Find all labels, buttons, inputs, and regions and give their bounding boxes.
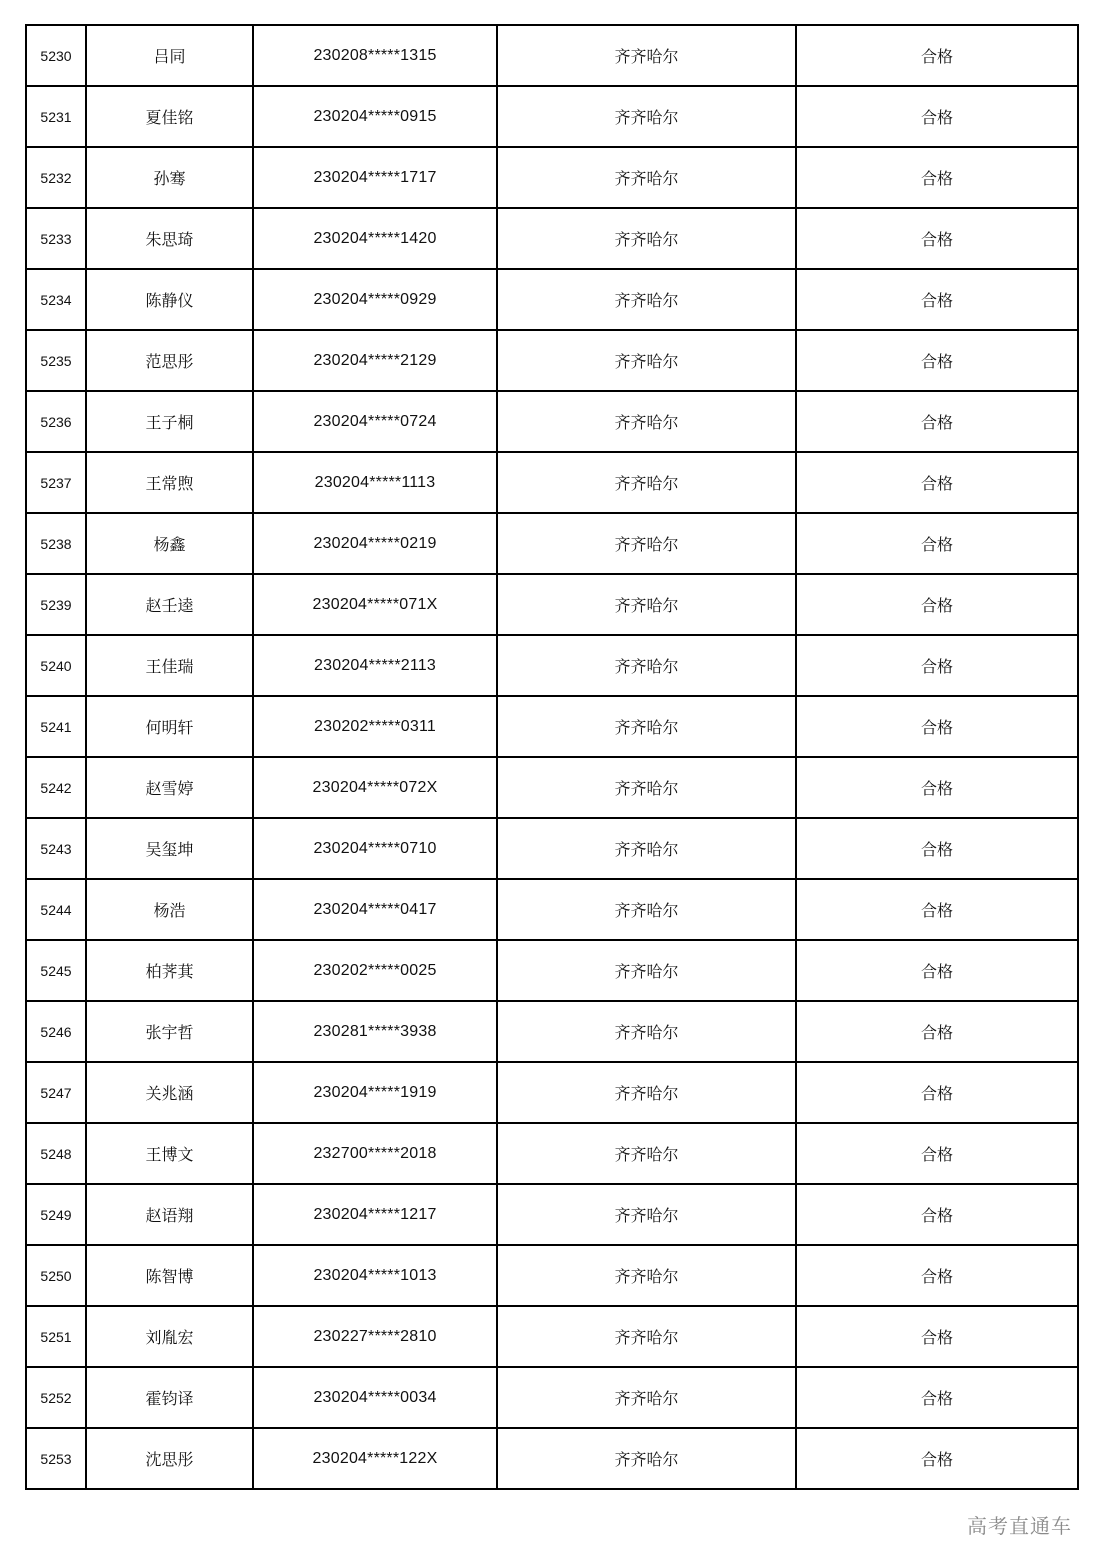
id-number-cell: 230204*****1420	[253, 208, 497, 269]
table-row	[26, 208, 1078, 269]
serial-number-cell: 5252	[26, 1367, 86, 1428]
result-cell: 合格	[796, 391, 1078, 452]
candidate-name-cell: 柏荠萁	[86, 940, 253, 1001]
serial-number-cell: 5238	[26, 513, 86, 574]
candidate-name-cell: 吕同	[86, 25, 253, 86]
city-cell: 齐齐哈尔	[497, 513, 796, 574]
result-cell: 合格	[796, 25, 1078, 86]
id-number-cell: 230204*****0915	[253, 86, 497, 147]
candidate-name-cell: 王博文	[86, 1123, 253, 1184]
id-number-cell: 230204*****1717	[253, 147, 497, 208]
candidate-name-cell: 王佳瑞	[86, 635, 253, 696]
result-cell: 合格	[796, 269, 1078, 330]
id-number-cell: 230204*****1013	[253, 1245, 497, 1306]
city-cell: 齐齐哈尔	[497, 25, 796, 86]
result-cell: 合格	[796, 818, 1078, 879]
candidate-name-cell: 陈智博	[86, 1245, 253, 1306]
city-cell: 齐齐哈尔	[497, 696, 796, 757]
result-cell: 合格	[796, 879, 1078, 940]
result-cell: 合格	[796, 940, 1078, 1001]
candidate-name-cell: 朱思琦	[86, 208, 253, 269]
city-cell: 齐齐哈尔	[497, 757, 796, 818]
result-cell: 合格	[796, 696, 1078, 757]
table-row	[26, 269, 1078, 330]
result-cell: 合格	[796, 1062, 1078, 1123]
result-cell: 合格	[796, 330, 1078, 391]
candidate-name-cell: 杨鑫	[86, 513, 253, 574]
table-row	[26, 25, 1078, 86]
city-cell: 齐齐哈尔	[497, 1062, 796, 1123]
candidate-name-cell: 张宇哲	[86, 1001, 253, 1062]
id-number-cell: 230204*****0219	[253, 513, 497, 574]
city-cell: 齐齐哈尔	[497, 1428, 796, 1489]
id-number-cell: 230204*****071X	[253, 574, 497, 635]
city-cell: 齐齐哈尔	[497, 574, 796, 635]
candidate-name-cell: 关兆涵	[86, 1062, 253, 1123]
result-cell: 合格	[796, 86, 1078, 147]
serial-number-cell: 5239	[26, 574, 86, 635]
serial-number-cell: 5249	[26, 1184, 86, 1245]
result-cell: 合格	[796, 1245, 1078, 1306]
result-cell: 合格	[796, 452, 1078, 513]
serial-number-cell: 5251	[26, 1306, 86, 1367]
table-row	[26, 513, 1078, 574]
id-number-cell: 230204*****0417	[253, 879, 497, 940]
city-cell: 齐齐哈尔	[497, 940, 796, 1001]
table-row	[26, 818, 1078, 879]
city-cell: 齐齐哈尔	[497, 86, 796, 147]
candidate-name-cell: 赵语翔	[86, 1184, 253, 1245]
serial-number-cell: 5232	[26, 147, 86, 208]
table-row	[26, 330, 1078, 391]
result-cell: 合格	[796, 1184, 1078, 1245]
serial-number-cell: 5236	[26, 391, 86, 452]
table-row	[26, 1306, 1078, 1367]
id-number-cell: 230204*****2113	[253, 635, 497, 696]
city-cell: 齐齐哈尔	[497, 1245, 796, 1306]
serial-number-cell: 5246	[26, 1001, 86, 1062]
id-number-cell: 230204*****0034	[253, 1367, 497, 1428]
serial-number-cell: 5241	[26, 696, 86, 757]
city-cell: 齐齐哈尔	[497, 330, 796, 391]
table-row	[26, 696, 1078, 757]
table-row	[26, 147, 1078, 208]
watermark: 高考直通车	[967, 1514, 1072, 1538]
city-cell: 齐齐哈尔	[497, 818, 796, 879]
table-row	[26, 86, 1078, 147]
candidate-name-cell: 吴玺坤	[86, 818, 253, 879]
candidate-name-cell: 杨浩	[86, 879, 253, 940]
table-row	[26, 635, 1078, 696]
id-number-cell: 230204*****0710	[253, 818, 497, 879]
id-number-cell: 230202*****0311	[253, 696, 497, 757]
result-cell: 合格	[796, 1001, 1078, 1062]
table-row	[26, 1001, 1078, 1062]
result-cell: 合格	[796, 208, 1078, 269]
city-cell: 齐齐哈尔	[497, 452, 796, 513]
id-number-cell: 230204*****2129	[253, 330, 497, 391]
serial-number-cell: 5243	[26, 818, 86, 879]
serial-number-cell: 5244	[26, 879, 86, 940]
id-number-cell: 230204*****122X	[253, 1428, 497, 1489]
city-cell: 齐齐哈尔	[497, 147, 796, 208]
id-number-cell: 230204*****072X	[253, 757, 497, 818]
city-cell: 齐齐哈尔	[497, 1184, 796, 1245]
candidate-name-cell: 范思彤	[86, 330, 253, 391]
id-number-cell: 230204*****0929	[253, 269, 497, 330]
candidate-name-cell: 沈思彤	[86, 1428, 253, 1489]
city-cell: 齐齐哈尔	[497, 635, 796, 696]
result-cell: 合格	[796, 574, 1078, 635]
serial-number-cell: 5250	[26, 1245, 86, 1306]
serial-number-cell: 5242	[26, 757, 86, 818]
serial-number-cell: 5247	[26, 1062, 86, 1123]
city-cell: 齐齐哈尔	[497, 1123, 796, 1184]
id-number-cell: 230202*****0025	[253, 940, 497, 1001]
serial-number-cell: 5253	[26, 1428, 86, 1489]
result-cell: 合格	[796, 1123, 1078, 1184]
serial-number-cell: 5237	[26, 452, 86, 513]
candidate-name-cell: 赵雪婷	[86, 757, 253, 818]
serial-number-cell: 5230	[26, 25, 86, 86]
city-cell: 齐齐哈尔	[497, 208, 796, 269]
id-number-cell: 230204*****1919	[253, 1062, 497, 1123]
candidate-name-cell: 赵壬逵	[86, 574, 253, 635]
serial-number-cell: 5233	[26, 208, 86, 269]
city-cell: 齐齐哈尔	[497, 391, 796, 452]
id-number-cell: 232700*****2018	[253, 1123, 497, 1184]
city-cell: 齐齐哈尔	[497, 1306, 796, 1367]
id-number-cell: 230281*****3938	[253, 1001, 497, 1062]
serial-number-cell: 5248	[26, 1123, 86, 1184]
candidate-table	[25, 24, 1079, 1490]
city-cell: 齐齐哈尔	[497, 879, 796, 940]
result-cell: 合格	[796, 1428, 1078, 1489]
result-cell: 合格	[796, 513, 1078, 574]
table-row	[26, 574, 1078, 635]
result-cell: 合格	[796, 1367, 1078, 1428]
table-row	[26, 1428, 1078, 1489]
candidate-name-cell: 陈静仪	[86, 269, 253, 330]
candidate-name-cell: 孙骞	[86, 147, 253, 208]
result-cell: 合格	[796, 147, 1078, 208]
candidate-name-cell: 霍钧译	[86, 1367, 253, 1428]
id-number-cell: 230204*****1113	[253, 452, 497, 513]
table-row	[26, 1367, 1078, 1428]
candidate-name-cell: 何明轩	[86, 696, 253, 757]
serial-number-cell: 5245	[26, 940, 86, 1001]
id-number-cell: 230208*****1315	[253, 25, 497, 86]
candidate-name-cell: 王常煦	[86, 452, 253, 513]
candidate-name-cell: 夏佳铭	[86, 86, 253, 147]
result-cell: 合格	[796, 1306, 1078, 1367]
id-number-cell: 230227*****2810	[253, 1306, 497, 1367]
result-cell: 合格	[796, 635, 1078, 696]
table-row	[26, 1184, 1078, 1245]
id-number-cell: 230204*****1217	[253, 1184, 497, 1245]
table-row	[26, 1245, 1078, 1306]
result-cell: 合格	[796, 757, 1078, 818]
table-row	[26, 879, 1078, 940]
candidate-table-body	[26, 25, 1078, 1489]
city-cell: 齐齐哈尔	[497, 269, 796, 330]
serial-number-cell: 5240	[26, 635, 86, 696]
table-row	[26, 452, 1078, 513]
serial-number-cell: 5235	[26, 330, 86, 391]
table-row	[26, 1062, 1078, 1123]
candidate-name-cell: 刘胤宏	[86, 1306, 253, 1367]
serial-number-cell: 5234	[26, 269, 86, 330]
city-cell: 齐齐哈尔	[497, 1367, 796, 1428]
table-row	[26, 757, 1078, 818]
city-cell: 齐齐哈尔	[497, 1001, 796, 1062]
candidate-name-cell: 王子桐	[86, 391, 253, 452]
table-row	[26, 1123, 1078, 1184]
id-number-cell: 230204*****0724	[253, 391, 497, 452]
table-row	[26, 940, 1078, 1001]
serial-number-cell: 5231	[26, 86, 86, 147]
table-row	[26, 391, 1078, 452]
